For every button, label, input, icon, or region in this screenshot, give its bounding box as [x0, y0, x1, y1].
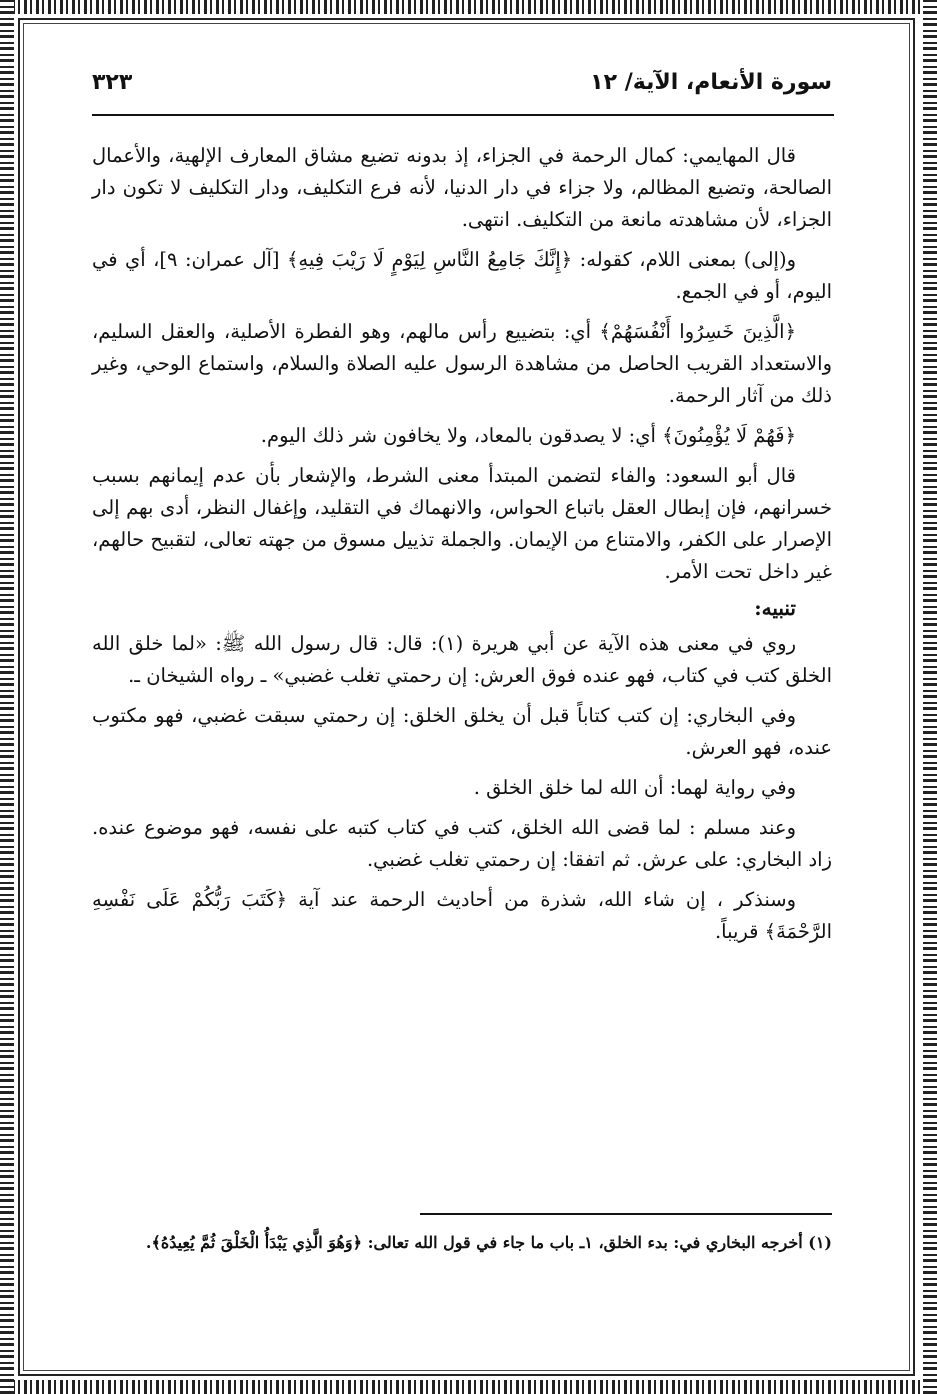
- header-rule: [92, 114, 834, 116]
- page-number: ٣٢٣: [92, 70, 133, 95]
- footnote: (١) أخرجه البخاري في: بدء الخلق، ١ـ باب ما جاء في قول الله تعالى: ﴿وَهُوَ الَّذِي يَبْدَأُ الْخَلْقَ ثُمَّ يُعِيدُهُ﴾.: [145, 1233, 832, 1252]
- decorative-border-right: [923, 0, 937, 1394]
- paragraph: و(إلى) بمعنى اللام، كقوله: ﴿إِنَّكَ جَامِعُ النَّاسِ لِيَوْمٍ لَا رَيْبَ فِيهِ﴾ [آل عمران: ٩]، أي في اليوم، أو في الجمع.: [92, 248, 832, 303]
- paragraph: ﴿الَّذِينَ خَسِرُوا أَنْفُسَهُمْ﴾ أي: بتضييع رأس مالهم، وهو الفطرة الأصلية، والعقل السليم، والاستعداد القريب الحاصل من مشاهدة الرسول عليه الصلاة والسلام، واستماع الوحي، وغير ذلك من آثار الرحمة.: [92, 320, 832, 407]
- paragraph: وفي رواية لهما: أن الله لما خلق الخلق .: [473, 776, 796, 799]
- paragraph: قال المهايمي: كمال الرحمة في الجزاء، إذ بدونه تضيع مشاق المعارف الإلهية، والأعمال الصالحة، وتضيع المظالم، ولا جزاء في دار الدنيا، لأنه فرع التكليف، ودار التكليف لا تكون دار الجزاء، لأن مشاهدته مانعة من التكليف. انتهى.: [92, 144, 832, 231]
- page-body: [92, 140, 832, 956]
- decorative-border-left: [0, 0, 14, 1394]
- paragraph: وفي البخاري: إن كتب كتاباً قبل أن يخلق الخلق: إن رحمتي سبقت غضبي، فهو مكتوب عنده، فهو العرش.: [92, 704, 832, 759]
- page-header: [92, 70, 832, 106]
- paragraph: روي في معنى هذه الآية عن أبي هريرة (١): قال: قال رسول الله ﷺ: «لما خلق الله الخلق كتب في كتاب، فهو عنده فوق العرش: إن رحمتي تغلب غضبي» ـ رواه الشيخان ـ.: [92, 632, 832, 687]
- section-heading: تنبيه:: [754, 596, 796, 620]
- paragraph: قال أبو السعود: والفاء لتضمن المبتدأ معنى الشرط، والإشعار بأن عدم إيمانهم بسبب خسرانهم، فإن إبطال العقل باتباع الحواس، والانهماك في التقليد، وإغفال النظر، أدى بهم إلى الإصرار على الكفر، والامتناع من الإيمان. والجملة تذييل مسوق من جهته تعالى، لتقبيح حالهم، غير داخل تحت الأمر.: [92, 464, 832, 583]
- decorative-border-bottom: [0, 1380, 937, 1394]
- decorative-border-top: [0, 0, 937, 14]
- running-title: سورة الأنعام، الآية/ ١٢: [590, 70, 832, 95]
- paragraph: وعند مسلم : لما قضى الله الخلق، كتب في كتاب كتبه على نفسه، فهو موضوع عنده. زاد البخاري: على عرش. ثم اتفقا: إن رحمتي تغلب غضبي.: [92, 816, 832, 871]
- paragraph: وسنذكر ، إن شاء الله، شذرة من أحاديث الرحمة عند آية ﴿كَتَبَ رَبُّكُمْ عَلَى نَفْسِهِ الرَّحْمَةَ﴾ قريباً.: [92, 888, 832, 943]
- footnote-rule: [420, 1213, 832, 1215]
- paragraph: ﴿فَهُمْ لَا يُؤْمِنُونَ﴾ أي: لا يصدقون بالمعاد، ولا يخافون شر ذلك اليوم.: [260, 424, 796, 447]
